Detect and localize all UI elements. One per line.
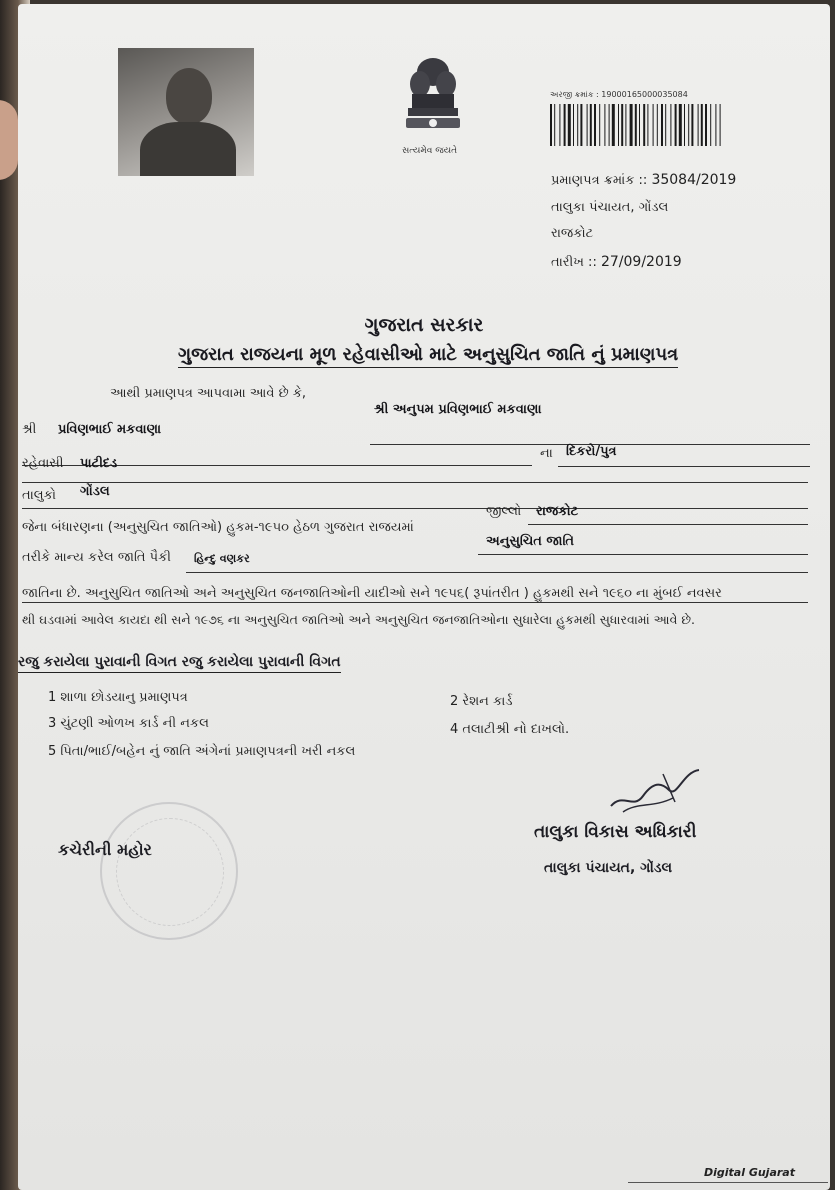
relation: દિકરો/પુત્ર [566,444,617,459]
field-line [528,524,808,525]
evidence-item-1: 1 શાળા છોડયાનુ પ્રમાણપત્ર [48,690,188,705]
field-line [478,554,808,555]
emblem-motto: સત્યમેવ જયતે [402,146,458,156]
taluka-label: તાલુકો [22,488,57,503]
applicant-name: શ્રી અનુપમ પ્રવિણભાઈ મકવાણા [374,402,542,417]
resident-label: રહેવાસી [22,456,64,471]
constitution-text: જેના બંધારણના (અનુસુચિત જાતિઓ) હુકમ-૧૯૫૦ હેઠળ ગુજરાત રાજયમાં [22,520,414,535]
intro-text: આથી પ્રમાણપત્ર આપવામા આવે છે કે, [110,386,307,401]
caste-value: હિન્દુ વણકર [194,552,250,565]
officer-office: તાલુકા પંચાયત, ગોંડલ [544,860,673,876]
certificate-number: પ્રમાણપત્ર ક્રમાંક :: 35084/2019 [551,172,737,188]
barcode [548,104,726,146]
recognized-text: તરીકે માન્ય કરેલ જાતિ પૈકી [22,550,171,565]
thumb [0,100,18,180]
evidence-item-4: 4 તલાટીશ્રી નો દાખલો. [450,722,570,737]
district-label: જીલ્લો [486,504,522,519]
officer-title: તાલુકા વિકાસ અધિકારી [534,822,697,842]
issue-date: તારીખ :: 27/09/2019 [551,254,682,270]
na-label: ના [540,446,553,461]
applicant-photo [118,48,254,176]
legal-text-line-1: જાતિના છે. અનુસુચિત જાતિઓ અને અનુસુચિત જનજાતિઓની યાદીઓ સને ૧૯૫૬( રૂપાંતરીત ) હુકમથી સને ૧૯૬૦ ના મુંબઈ નવસર [22,586,722,601]
application-number: અરજી ક્રમાંક : 19000165000035084 [550,90,688,99]
seal-label: કચેરીની મહોર [58,840,152,859]
resident-village: પાટીદડ [80,456,118,471]
issuing-office: તાલુકા પંચાયત, ગોંડલ [551,200,669,215]
certificate-heading: ગુજરાત રાજયના મૂળ રહેવાસીઓ માટે અનુસુચિત જાતિ નું પ્રમાણપત્ર [178,344,678,368]
evidence-item-5: 5 પિતા/ભાઈ/બહેન નું જાતિ અંગેનાં પ્રમાણપત્રની ખરી નકલ [48,744,356,759]
evidence-heading: રજુ કરાયેલા પુરાવાની વિગત રજુ કરાયેલા પુરાવાની વિગત [18,654,341,673]
father-name: પ્રવિણભાઈ મકવાણા [58,422,162,437]
evidence-item-3: 3 ચુંટણી ઓળખ કાર્ડ ની નકલ [48,716,209,731]
footer-line [628,1182,828,1183]
government-title: ગુજરાત સરકાર [364,314,484,336]
shri-label: શ્રી [22,422,37,437]
certificate-page [18,4,830,1190]
field-line [22,508,808,509]
national-emblem-icon [398,54,468,144]
evidence-item-2: 2 રેશન કાર્ડ [450,694,513,709]
office-seal [100,802,238,940]
field-line [186,572,808,573]
taluka-value: ગોંડલ [80,484,110,499]
field-line [558,466,810,467]
category-value: અનુસુચિત જાતિ [486,534,575,549]
digital-gujarat-watermark: Digital Gujarat [704,1166,795,1179]
issuing-district: રાજકોટ [551,226,594,241]
field-line [22,482,808,483]
legal-text-line-2: થી ઘડવામાં આવેલ કાયદા થી સને ૧૯૭૬ ના અનુસુચિત જાતિઓ અને અનુસુચિત જનજાતિઓના સુધારેલા હુકમથી સુધારવામાં આવે છે. [22,612,695,627]
officer-signature [603,762,713,822]
field-line [22,602,808,603]
district-value: રાજકોટ [536,504,579,519]
